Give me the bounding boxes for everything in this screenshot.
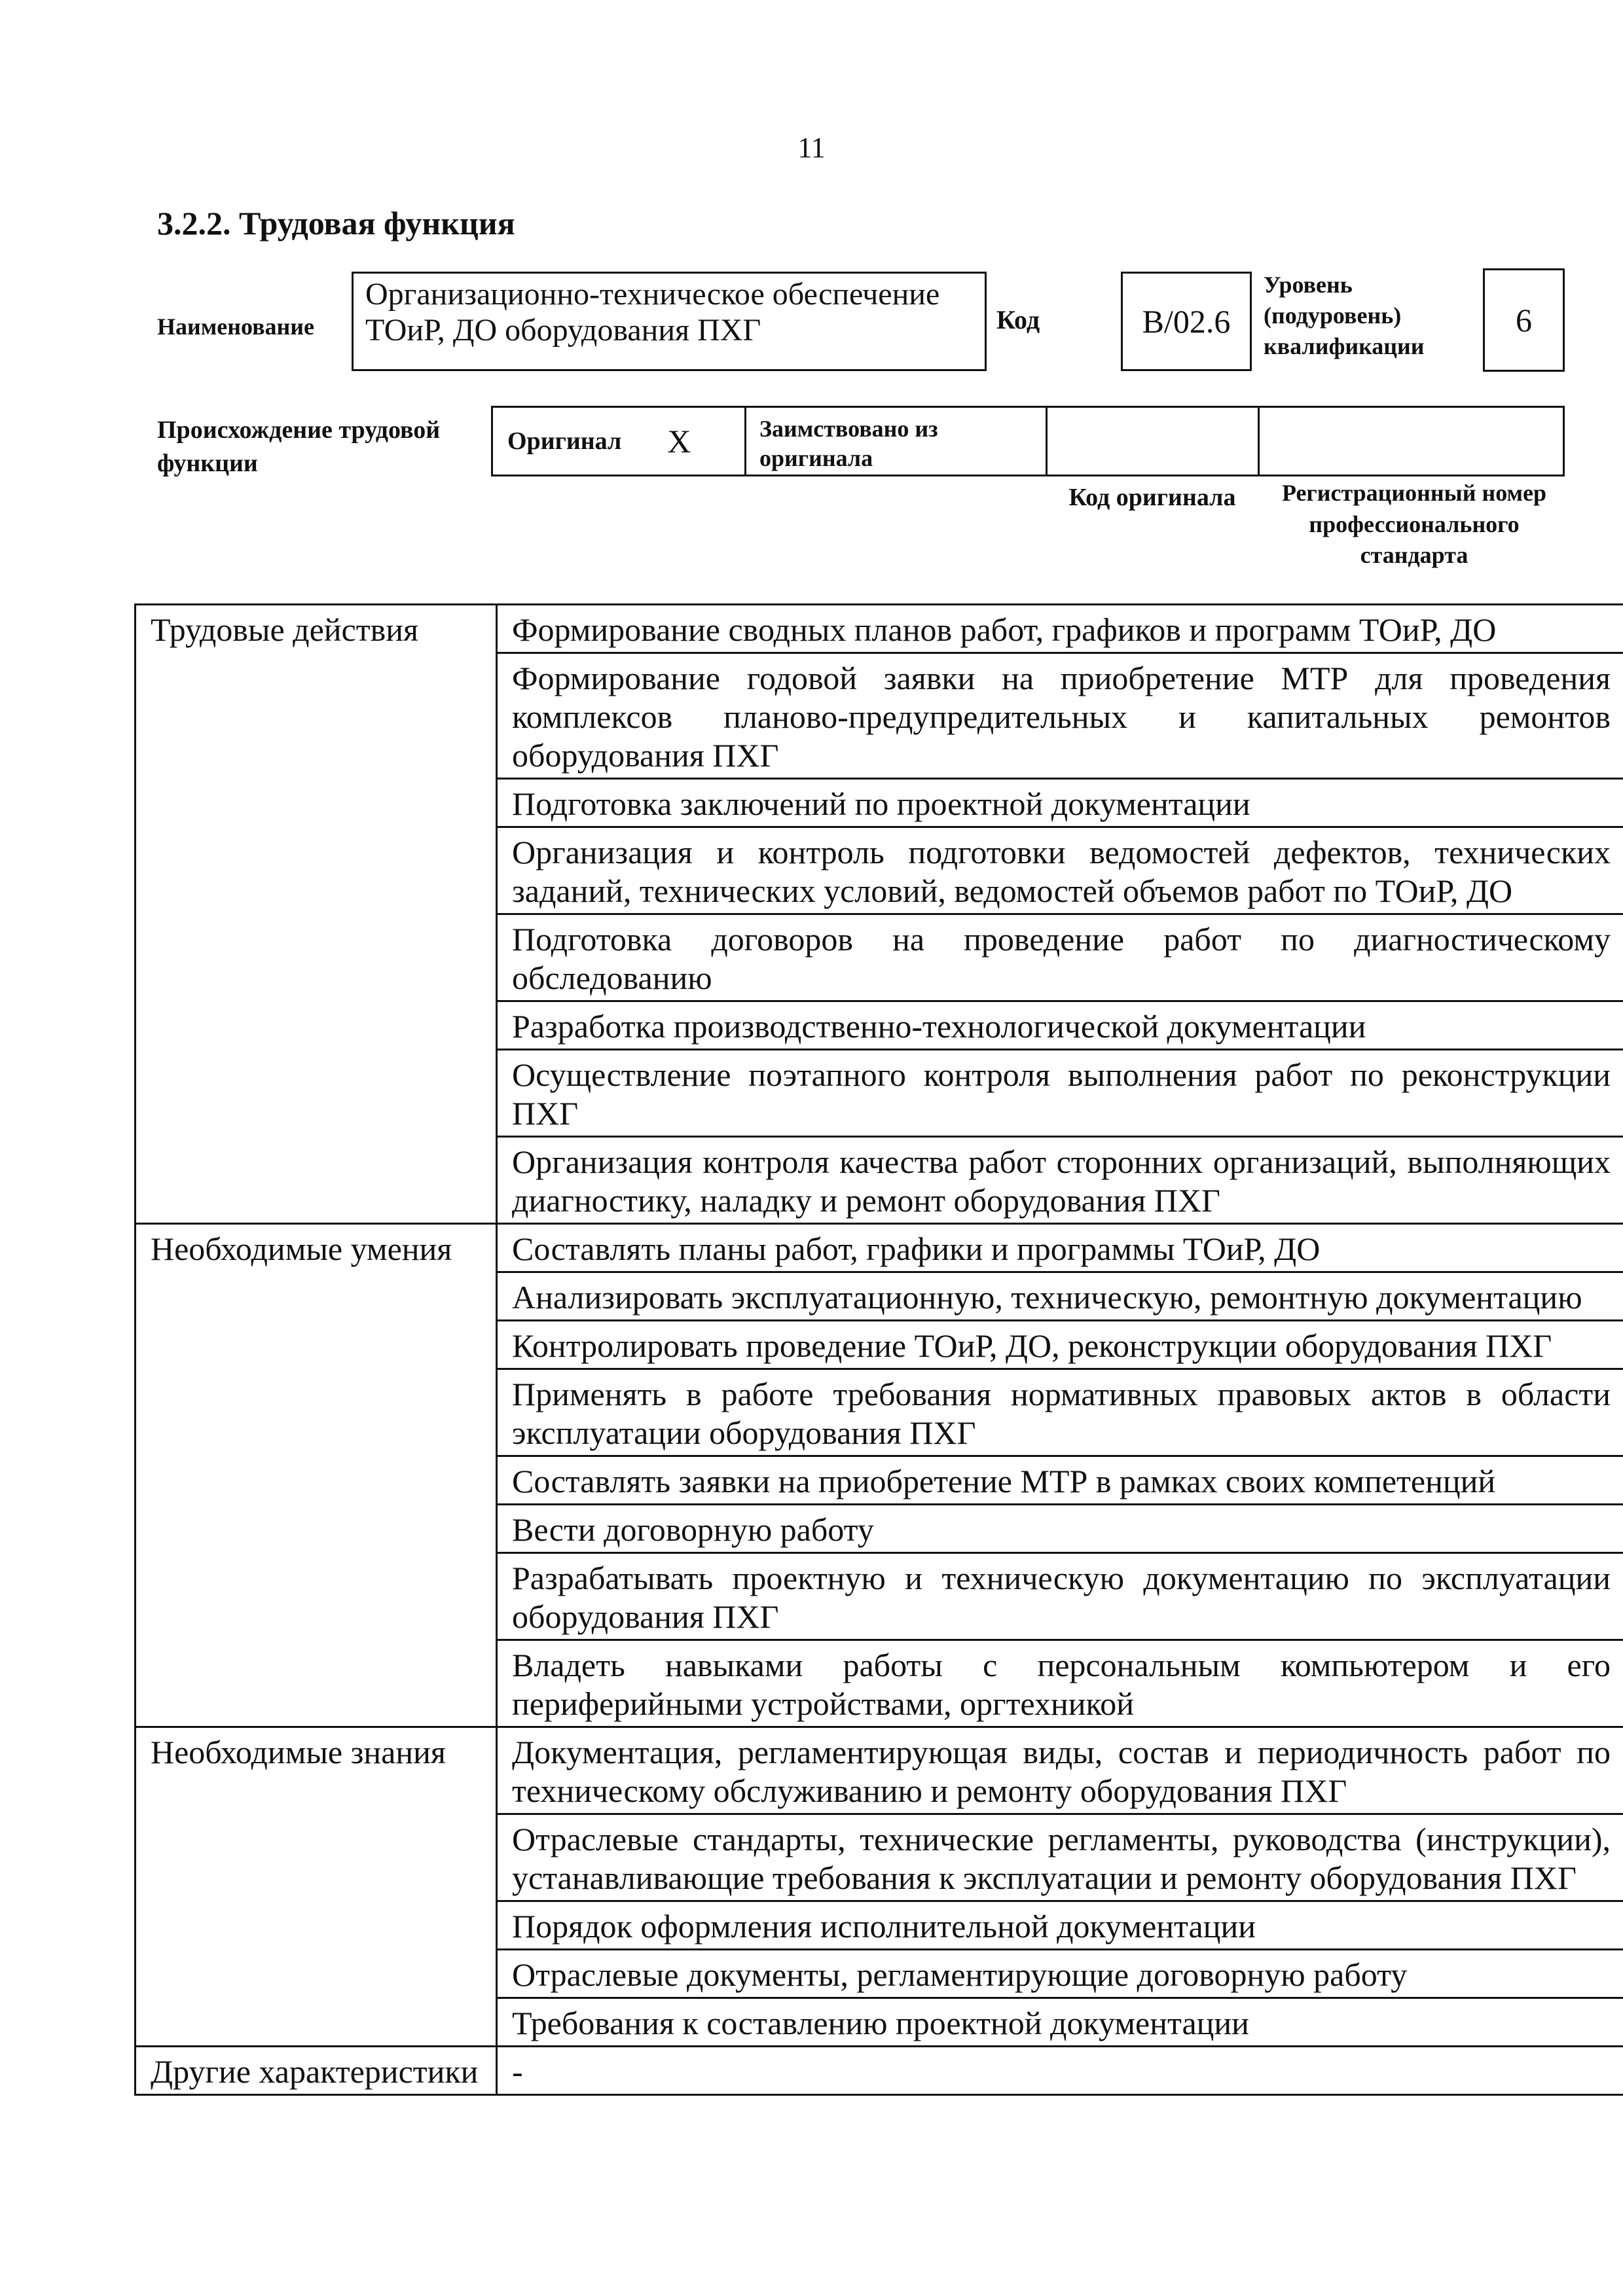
code-original-label: Код оригинала (1068, 484, 1236, 511)
page-number: 11 (797, 132, 826, 164)
table-row (136, 1224, 1623, 1272)
level-label: Уровень (подуровень) квалификации (1264, 272, 1425, 359)
table-row (136, 2047, 1623, 2095)
section-item: Отраслевые стандарты, технические регламенты, руководства (инструкции), устанавливающие требования к эксплуатации и ремонту оборудования ПХГ (497, 1814, 1623, 1901)
level-value: 6 (1483, 268, 1565, 372)
section-item: Порядок оформления исполнительной документации (497, 1901, 1623, 1950)
section-item: Осуществление поэтапного контроля выполнения работ по реконструкции ПХГ (497, 1050, 1623, 1137)
reg-number-cell (1260, 408, 1563, 475)
section-item: Составлять планы работ, графики и программы ТОиР, ДО (497, 1224, 1623, 1272)
section-item: Подготовка договоров на проведение работ по диагностическому обследованию (497, 914, 1623, 1001)
section-item: Применять в работе требования нормативных правовых актов в области эксплуатации оборудования ПХГ (497, 1369, 1623, 1456)
borrowed-label: Заимствовано из оригинала (746, 408, 1048, 475)
section-label: Необходимые знания (136, 1727, 497, 2047)
code-value: B/02.6 (1121, 272, 1252, 371)
section-item: Разрабатывать проектную и техническую документацию по эксплуатации оборудования ПХГ (497, 1553, 1623, 1640)
origin-row (491, 406, 1565, 476)
section-item: Подготовка заключений по проектной документации (497, 779, 1623, 827)
code-original-cell (1048, 408, 1260, 475)
section-item: Владеть навыками работы с персональным компьютером и его периферийными устройствами, оргтехникой (497, 1640, 1623, 1727)
section-title: 3.2.2. Трудовая функция (157, 205, 515, 242)
original-cell (493, 408, 746, 475)
section-item: Требования к составлению проектной документации (497, 1998, 1623, 2047)
name-label: Наименование (157, 314, 314, 340)
origin-label: Происхождение трудовой функции (157, 416, 441, 478)
section-item: Формирование годовой заявки на приобретение МТР для проведения комплексов планово-предупредительных и капитальных ремонтов оборудования ПХГ (497, 653, 1623, 779)
section-label: Необходимые умения (136, 1224, 497, 1727)
section-item: Разработка производственно-технологической документации (497, 1001, 1623, 1050)
section-item: Вести договорную работу (497, 1505, 1623, 1553)
original-label: Оригинал (507, 427, 622, 455)
section-label: Другие характеристики (136, 2047, 497, 2095)
section-item: Формирование сводных планов работ, графиков и программ ТОиР, ДО (497, 605, 1623, 653)
section-item: Контролировать проведение ТОиР, ДО, реконструкции оборудования ПХГ (497, 1321, 1623, 1369)
section-item: - (497, 2047, 1623, 2095)
section-label: Трудовые действия (136, 605, 497, 1224)
section-item: Анализировать эксплуатационную, техническую, ремонтную документацию (497, 1272, 1623, 1321)
table-row (136, 1727, 1623, 1814)
original-mark: X (667, 423, 691, 459)
section-item: Организация и контроль подготовки ведомостей дефектов, технических заданий, технических условий, ведомостей объемов работ по ТОиР, ДО (497, 827, 1623, 914)
reg-number-label: Регистрационный номер профессионального стандарта (1281, 480, 1547, 569)
table-row (136, 605, 1623, 653)
section-item: Документация, регламентирующая виды, состав и периодичность работ по техническому обслуживанию и ремонту оборудования ПХГ (497, 1727, 1623, 1814)
name-value: Организационно-техническое обеспечение ТОиР, ДО оборудования ПХГ (352, 272, 987, 371)
section-item: Организация контроля качества работ сторонних организаций, выполняющих диагностику, наладку и ремонт оборудования ПХГ (497, 1137, 1623, 1224)
code-label: Код (996, 305, 1040, 334)
function-table (134, 603, 1623, 2096)
section-item: Составлять заявки на приобретение МТР в рамках своих компетенций (497, 1456, 1623, 1505)
section-item: Отраслевые документы, регламентирующие договорную работу (497, 1950, 1623, 1998)
